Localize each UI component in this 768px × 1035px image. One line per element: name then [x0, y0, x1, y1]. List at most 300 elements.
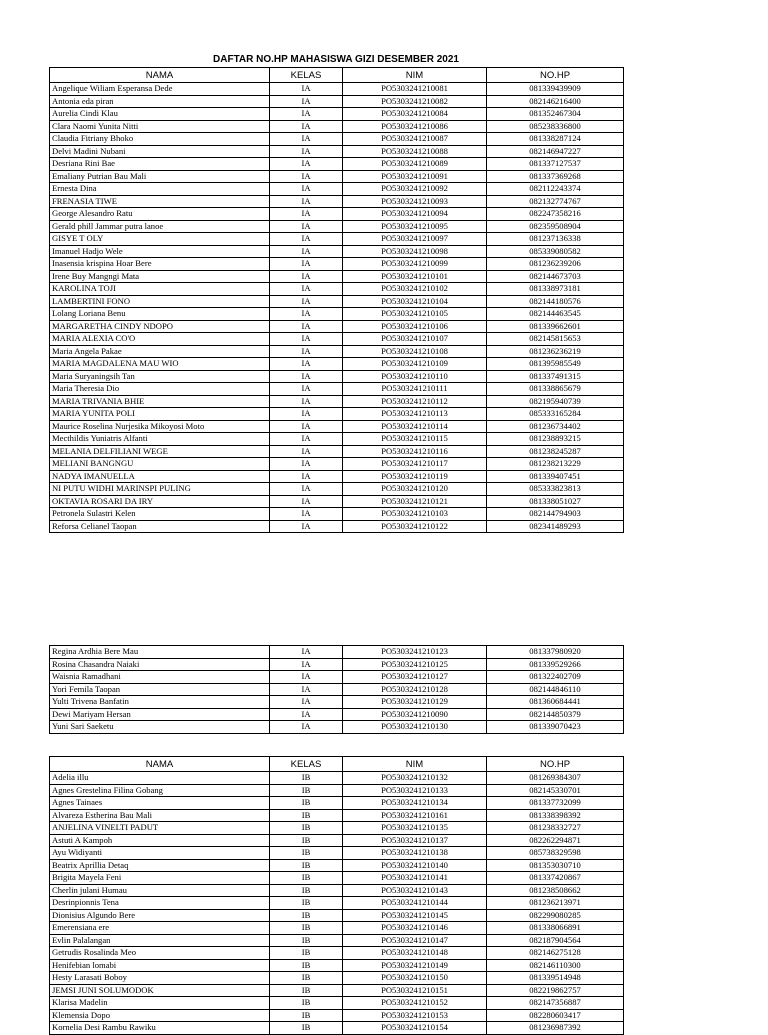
kelas-cell: IA — [270, 333, 343, 346]
kelas-cell: IB — [270, 897, 343, 910]
table-row — [50, 308, 624, 321]
table-row — [50, 420, 624, 433]
nohp-cell: 081337420867 — [487, 872, 624, 885]
kelas-cell: IA — [270, 721, 343, 734]
nohp-cell: 081338287124 — [487, 133, 624, 146]
nohp-cell: 082359508904 — [487, 220, 624, 233]
nohp-cell: 081337127537 — [487, 158, 624, 171]
nama-cell: Klarisa Madelin — [50, 997, 270, 1010]
table-row — [50, 320, 624, 333]
nohp-cell: 081238332727 — [487, 822, 624, 835]
nim-cell: PO5303241210119 — [343, 470, 487, 483]
nama-cell: Irene Buy Mangngi Mata — [50, 270, 270, 283]
nama-cell: Aurelia Cindi Klau — [50, 108, 270, 121]
table-row — [50, 658, 624, 671]
nama-cell: Ayu Widiyanti — [50, 847, 270, 860]
nama-cell: GISYE T OLY — [50, 233, 270, 246]
kelas-cell: IA — [270, 270, 343, 283]
nama-cell: Maria Suryaningsih Tan — [50, 370, 270, 383]
nohp-cell: 082146275128 — [487, 947, 624, 960]
header-nim: NIM — [343, 68, 487, 83]
nim-cell: PO5303241210161 — [343, 809, 487, 822]
nohp-cell: 081360684441 — [487, 696, 624, 709]
nim-cell: PO5303241210082 — [343, 95, 487, 108]
nim-cell: PO5303241210102 — [343, 283, 487, 296]
nim-cell: PO5303241210107 — [343, 333, 487, 346]
kelas-cell: IA — [270, 696, 343, 709]
nim-cell: PO5303241210081 — [343, 83, 487, 96]
kelas-cell: IA — [270, 320, 343, 333]
table-row — [50, 145, 624, 158]
nohp-cell: 082146110300 — [487, 959, 624, 972]
nama-cell: Beatrix Aprillia Detaq — [50, 859, 270, 872]
nama-cell: Yulti Trivena Banfatin — [50, 696, 270, 709]
table-row — [50, 972, 624, 985]
nim-cell: PO5303241210097 — [343, 233, 487, 246]
kelas-cell: IB — [270, 997, 343, 1010]
nim-cell: PO5303241210130 — [343, 721, 487, 734]
nama-cell: Claudia Fitriany Bhoko — [50, 133, 270, 146]
nama-cell: Inasensia krispina Hoar Bere — [50, 258, 270, 271]
header-nohp: NO.HP — [487, 757, 624, 772]
table-row — [50, 333, 624, 346]
nama-cell: Maria Theresia Dio — [50, 383, 270, 396]
kelas-cell: IA — [270, 283, 343, 296]
table-row — [50, 183, 624, 196]
kelas-cell: IA — [270, 383, 343, 396]
nim-cell: PO5303241210110 — [343, 370, 487, 383]
table-row — [50, 158, 624, 171]
table-row — [50, 859, 624, 872]
nim-cell: PO5303241210154 — [343, 1022, 487, 1035]
nohp-cell: 081337369268 — [487, 170, 624, 183]
nim-cell: PO5303241210141 — [343, 872, 487, 885]
nama-cell: Regina Ardhia Bere Mau — [50, 646, 270, 659]
kelas-cell: IA — [270, 170, 343, 183]
nim-cell: PO5303241210150 — [343, 972, 487, 985]
table-row — [50, 120, 624, 133]
nohp-cell: 082132774767 — [487, 195, 624, 208]
nim-cell: PO5303241210084 — [343, 108, 487, 121]
kelas-cell: IA — [270, 495, 343, 508]
class-ib-table — [49, 756, 624, 1035]
nohp-cell: 081352467304 — [487, 108, 624, 121]
nama-cell: Emaliany Putrian Bau Mali — [50, 170, 270, 183]
nim-cell: PO5303241210122 — [343, 520, 487, 533]
table-row — [50, 495, 624, 508]
table-row — [50, 1009, 624, 1022]
nim-cell: PO5303241210116 — [343, 445, 487, 458]
table-row — [50, 483, 624, 496]
nohp-cell: 082145330701 — [487, 784, 624, 797]
table-row — [50, 245, 624, 258]
nim-cell: PO5303241210143 — [343, 884, 487, 897]
kelas-cell: IA — [270, 458, 343, 471]
nama-cell: MARIA TRIVANIA BHIE — [50, 395, 270, 408]
kelas-cell: IB — [270, 984, 343, 997]
table-row — [50, 108, 624, 121]
table-row — [50, 847, 624, 860]
header-nohp: NO.HP — [487, 68, 624, 83]
kelas-cell: IB — [270, 884, 343, 897]
table-row — [50, 470, 624, 483]
nama-cell: Hesty Larasati Boboy — [50, 972, 270, 985]
nim-cell: PO5303241210090 — [343, 708, 487, 721]
kelas-cell: IB — [270, 909, 343, 922]
nohp-cell: 085333823813 — [487, 483, 624, 496]
kelas-cell: IB — [270, 772, 343, 785]
kelas-cell: IA — [270, 120, 343, 133]
kelas-cell: IA — [270, 658, 343, 671]
nohp-cell: 085738329598 — [487, 847, 624, 860]
kelas-cell: IA — [270, 520, 343, 533]
nohp-cell: 081339439909 — [487, 83, 624, 96]
table-row — [50, 458, 624, 471]
kelas-cell: IA — [270, 295, 343, 308]
nohp-cell: 082144846110 — [487, 683, 624, 696]
kelas-cell: IA — [270, 245, 343, 258]
nim-cell: PO5303241210103 — [343, 508, 487, 521]
kelas-cell: IB — [270, 947, 343, 960]
nohp-cell: 081237136338 — [487, 233, 624, 246]
kelas-cell: IA — [270, 646, 343, 659]
nohp-cell: 081338865679 — [487, 383, 624, 396]
nim-cell: PO5303241210132 — [343, 772, 487, 785]
nim-cell: PO5303241210138 — [343, 847, 487, 860]
nama-cell: LAMBERTINI FONO — [50, 295, 270, 308]
kelas-cell: IA — [270, 408, 343, 421]
nim-cell: PO5303241210104 — [343, 295, 487, 308]
nohp-cell: 082144850379 — [487, 708, 624, 721]
nim-cell: PO5303241210144 — [343, 897, 487, 910]
nama-cell: Petronela Sulastri Kelen — [50, 508, 270, 521]
nim-cell: PO5303241210108 — [343, 345, 487, 358]
nohp-cell: 081236987392 — [487, 1022, 624, 1035]
nama-cell: Emerensiana ere — [50, 922, 270, 935]
nohp-cell: 081339407451 — [487, 470, 624, 483]
kelas-cell: IA — [270, 358, 343, 371]
kelas-cell: IA — [270, 470, 343, 483]
nim-cell: PO5303241210105 — [343, 308, 487, 321]
table-row — [50, 671, 624, 684]
nim-cell: PO5303241210152 — [343, 997, 487, 1010]
table-row — [50, 997, 624, 1010]
nama-cell: MELANIA DELFILIANI WEGE — [50, 445, 270, 458]
nim-cell: PO5303241210092 — [343, 183, 487, 196]
kelas-cell: IA — [270, 345, 343, 358]
nohp-cell: 082262294871 — [487, 834, 624, 847]
nama-cell: Yori Femila Taopan — [50, 683, 270, 696]
table-row — [50, 270, 624, 283]
nama-cell: MELIANI BANGNGU — [50, 458, 270, 471]
nama-cell: Rosina Chasandra Naiaki — [50, 658, 270, 671]
nohp-cell: 081353030710 — [487, 859, 624, 872]
nohp-cell: 081236213971 — [487, 897, 624, 910]
table-row — [50, 358, 624, 371]
table-row — [50, 772, 624, 785]
nohp-cell: 085238336800 — [487, 120, 624, 133]
nama-cell: Agnes Tainaes — [50, 797, 270, 810]
nohp-cell: 082144463545 — [487, 308, 624, 321]
nama-cell: Angelique Wiliam Esperansa Dede — [50, 83, 270, 96]
nim-cell: PO5303241210146 — [343, 922, 487, 935]
header-kelas: KELAS — [270, 68, 343, 83]
nama-cell: Desriana Rini Bae — [50, 158, 270, 171]
table-row — [50, 83, 624, 96]
kelas-cell: IA — [270, 83, 343, 96]
nama-cell: Cherlin julani Humau — [50, 884, 270, 897]
kelas-cell: IB — [270, 1009, 343, 1022]
kelas-cell: IA — [270, 683, 343, 696]
kelas-cell: IB — [270, 872, 343, 885]
table-row — [50, 345, 624, 358]
nohp-cell: 081238508662 — [487, 884, 624, 897]
nim-cell: PO5303241210153 — [343, 1009, 487, 1022]
table-row — [50, 922, 624, 935]
table-row — [50, 708, 624, 721]
nama-cell: MARGARETHA CINDY NDOPO — [50, 320, 270, 333]
nim-cell: PO5303241210133 — [343, 784, 487, 797]
nohp-cell: 081338051027 — [487, 495, 624, 508]
nama-cell: Dewi Mariyam Hersan — [50, 708, 270, 721]
table-row — [50, 984, 624, 997]
header-kelas: KELAS — [270, 757, 343, 772]
nama-cell: Ernesta Dina — [50, 183, 270, 196]
table-row — [50, 959, 624, 972]
kelas-cell: IA — [270, 108, 343, 121]
nama-cell: MARIA ALEXIA CO'O — [50, 333, 270, 346]
nohp-cell: 081339662601 — [487, 320, 624, 333]
kelas-cell: IA — [270, 208, 343, 221]
nohp-cell: 081339529266 — [487, 658, 624, 671]
nama-cell: Antonia eda piran — [50, 95, 270, 108]
kelas-cell: IB — [270, 1022, 343, 1035]
kelas-cell: IA — [270, 95, 343, 108]
nim-cell: PO5303241210148 — [343, 947, 487, 960]
table-row — [50, 170, 624, 183]
kelas-cell: IA — [270, 133, 343, 146]
kelas-cell: IB — [270, 847, 343, 860]
nohp-cell: 081269384307 — [487, 772, 624, 785]
kelas-cell: IB — [270, 822, 343, 835]
nohp-cell: 085339080582 — [487, 245, 624, 258]
nama-cell: Clara Naomi Yunita Nitti — [50, 120, 270, 133]
nim-cell: PO5303241210091 — [343, 170, 487, 183]
table-row — [50, 133, 624, 146]
table-row — [50, 784, 624, 797]
nohp-cell: 082247358216 — [487, 208, 624, 221]
table-row — [50, 646, 624, 659]
nim-cell: PO5303241210134 — [343, 797, 487, 810]
nim-cell: PO5303241210099 — [343, 258, 487, 271]
nim-cell: PO5303241210101 — [343, 270, 487, 283]
nohp-cell: 082219862757 — [487, 984, 624, 997]
nohp-cell: 081236239206 — [487, 258, 624, 271]
table-row — [50, 233, 624, 246]
nim-cell: PO5303241210111 — [343, 383, 487, 396]
nama-cell: Waisnia Ramadhani — [50, 671, 270, 684]
kelas-cell: IB — [270, 797, 343, 810]
nohp-cell: 081339070423 — [487, 721, 624, 734]
nohp-cell: 081338398392 — [487, 809, 624, 822]
nama-cell: Adelia illu — [50, 772, 270, 785]
header-nama: NAMA — [50, 68, 270, 83]
nim-cell: PO5303241210135 — [343, 822, 487, 835]
nama-cell: Henifebian lomabi — [50, 959, 270, 972]
nama-cell: MARIA MAGDALENA MAU WIO — [50, 358, 270, 371]
nama-cell: Reforsa Celianel Taopan — [50, 520, 270, 533]
nim-cell: PO5303241210089 — [343, 158, 487, 171]
nim-cell: PO5303241210149 — [343, 959, 487, 972]
table-row — [50, 797, 624, 810]
nama-cell: NI PUTU WIDHI MARINSPI PULING — [50, 483, 270, 496]
table-row — [50, 822, 624, 835]
nohp-cell: 082299080285 — [487, 909, 624, 922]
table-row — [50, 884, 624, 897]
kelas-cell: IA — [270, 445, 343, 458]
table-row — [50, 258, 624, 271]
nama-cell: FRENASIA TIWE — [50, 195, 270, 208]
table-row — [50, 909, 624, 922]
nohp-cell: 081337732099 — [487, 797, 624, 810]
table-row — [50, 508, 624, 521]
kelas-cell: IA — [270, 220, 343, 233]
kelas-cell: IA — [270, 420, 343, 433]
kelas-cell: IB — [270, 934, 343, 947]
nama-cell: Mecthildis Yuniatris Alfanti — [50, 433, 270, 446]
table-row — [50, 195, 624, 208]
kelas-cell: IA — [270, 233, 343, 246]
table-row — [50, 696, 624, 709]
nim-cell: PO5303241210114 — [343, 420, 487, 433]
nim-cell: PO5303241210147 — [343, 934, 487, 947]
document-title: DAFTAR NO.HP MAHASISWA GIZI DESEMBER 2021 — [213, 54, 459, 65]
nama-cell: NADYA IMANUELLA — [50, 470, 270, 483]
table-row — [50, 1022, 624, 1035]
nama-cell: Astuti A Kampoh — [50, 834, 270, 847]
nohp-cell: 081238213229 — [487, 458, 624, 471]
kelas-cell: IA — [270, 183, 343, 196]
table-row — [50, 897, 624, 910]
nohp-cell: 081238893215 — [487, 433, 624, 446]
kelas-cell: IB — [270, 922, 343, 935]
header-row — [50, 757, 624, 772]
nohp-cell: 082280603417 — [487, 1009, 624, 1022]
nim-cell: PO5303241210151 — [343, 984, 487, 997]
kelas-cell: IA — [270, 145, 343, 158]
nama-cell: Maurice Roselina Nurjesika Mikoyosi Moto — [50, 420, 270, 433]
header-nim: NIM — [343, 757, 487, 772]
table-row — [50, 834, 624, 847]
table-row — [50, 809, 624, 822]
nohp-cell: 081322402709 — [487, 671, 624, 684]
kelas-cell: IB — [270, 972, 343, 985]
nama-cell: Lolang Loriana Benu — [50, 308, 270, 321]
table-row — [50, 947, 624, 960]
table-row — [50, 445, 624, 458]
nama-cell: ANJELINA VINELTI PADUT — [50, 822, 270, 835]
nim-cell: PO5303241210095 — [343, 220, 487, 233]
nama-cell: Yuni Sari Saeketu — [50, 721, 270, 734]
nama-cell: KAROLINA TOJI — [50, 283, 270, 296]
kelas-cell: IA — [270, 708, 343, 721]
nohp-cell: 081339514948 — [487, 972, 624, 985]
table-row — [50, 683, 624, 696]
table-row — [50, 220, 624, 233]
table-row — [50, 370, 624, 383]
kelas-cell: IA — [270, 671, 343, 684]
kelas-cell: IB — [270, 784, 343, 797]
kelas-cell: IA — [270, 158, 343, 171]
nama-cell: Kornelia Desi Rambu Rawiku — [50, 1022, 270, 1035]
nohp-cell: 082144794903 — [487, 508, 624, 521]
nama-cell: Delvi Madini Nubani — [50, 145, 270, 158]
table-row — [50, 934, 624, 947]
kelas-cell: IA — [270, 483, 343, 496]
nohp-cell: 082147356887 — [487, 997, 624, 1010]
nim-cell: PO5303241210117 — [343, 458, 487, 471]
table-row — [50, 872, 624, 885]
table-row — [50, 283, 624, 296]
nama-cell: Alvareza Estherina Bau Mali — [50, 809, 270, 822]
nim-cell: PO5303241210121 — [343, 495, 487, 508]
nim-cell: PO5303241210087 — [343, 133, 487, 146]
nim-cell: PO5303241210128 — [343, 683, 487, 696]
nim-cell: PO5303241210129 — [343, 696, 487, 709]
nim-cell: PO5303241210098 — [343, 245, 487, 258]
header-row — [50, 68, 624, 83]
kelas-cell: IA — [270, 258, 343, 271]
nama-cell: Imanuel Hadjo Wele — [50, 245, 270, 258]
nim-cell: PO5303241210115 — [343, 433, 487, 446]
nohp-cell: 082146947227 — [487, 145, 624, 158]
nama-cell: OKTAVIA ROSARI DA IRY — [50, 495, 270, 508]
nohp-cell: 082146216400 — [487, 95, 624, 108]
nama-cell: Klemensia Dopo — [50, 1009, 270, 1022]
nim-cell: PO5303241210094 — [343, 208, 487, 221]
nama-cell: Brigita Mayela Feni — [50, 872, 270, 885]
table-row — [50, 295, 624, 308]
nim-cell: PO5303241210086 — [343, 120, 487, 133]
nim-cell: PO5303241210127 — [343, 671, 487, 684]
table-row — [50, 433, 624, 446]
nohp-cell: 082145815653 — [487, 333, 624, 346]
table-row — [50, 383, 624, 396]
nim-cell: PO5303241210123 — [343, 646, 487, 659]
nim-cell: PO5303241210125 — [343, 658, 487, 671]
nama-cell: Agnes Grestelina Filina Gobang — [50, 784, 270, 797]
nohp-cell: 081337980920 — [487, 646, 624, 659]
nim-cell: PO5303241210109 — [343, 358, 487, 371]
nama-cell: JEMSI JUNI SOLUMODOK — [50, 984, 270, 997]
kelas-cell: IB — [270, 809, 343, 822]
nohp-cell: 081337491315 — [487, 370, 624, 383]
kelas-cell: IB — [270, 834, 343, 847]
nohp-cell: 081338066891 — [487, 922, 624, 935]
kelas-cell: IB — [270, 859, 343, 872]
nim-cell: PO5303241210106 — [343, 320, 487, 333]
class-ia-continued-table — [49, 645, 624, 734]
kelas-cell: IA — [270, 433, 343, 446]
table-row — [50, 520, 624, 533]
table-row — [50, 95, 624, 108]
nim-cell: PO5303241210140 — [343, 859, 487, 872]
nohp-cell: 081395985549 — [487, 358, 624, 371]
nim-cell: PO5303241210088 — [343, 145, 487, 158]
nohp-cell: 082144180576 — [487, 295, 624, 308]
nohp-cell: 082144673703 — [487, 270, 624, 283]
kelas-cell: IA — [270, 395, 343, 408]
